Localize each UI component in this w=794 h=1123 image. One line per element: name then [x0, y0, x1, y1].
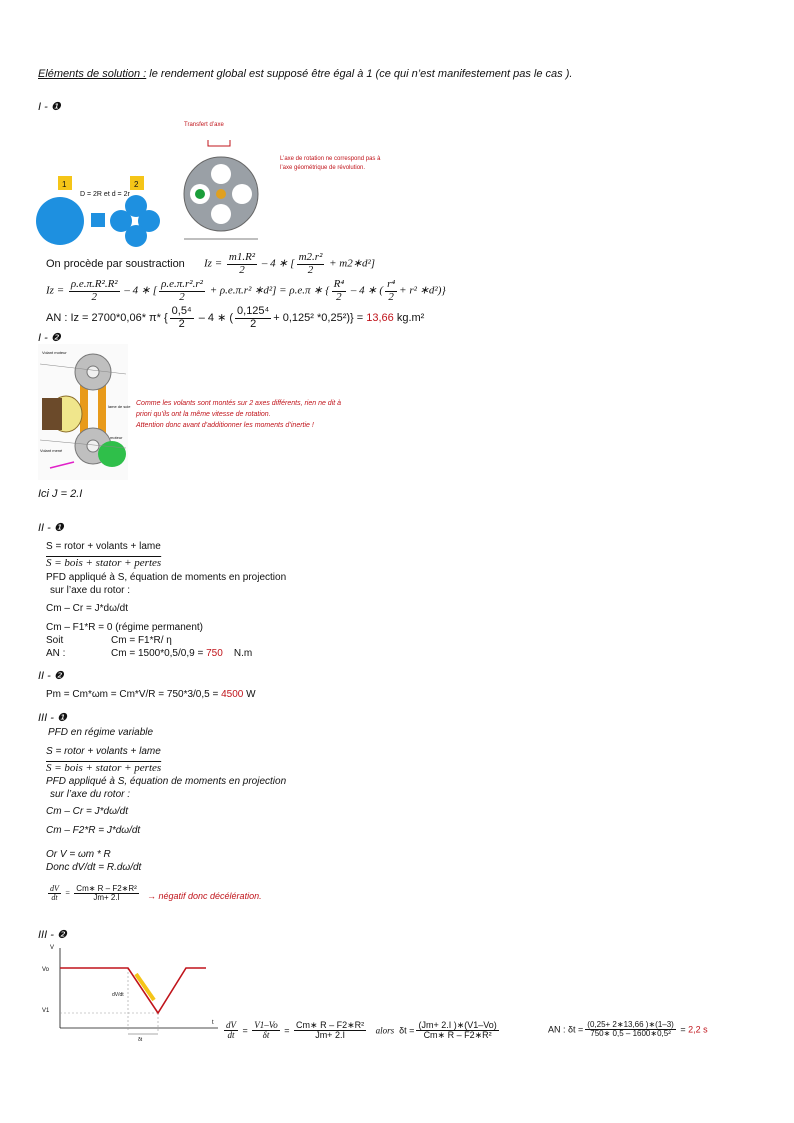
lbl-volant-mene: Volant mené	[40, 448, 63, 453]
vo-label: Vo	[42, 967, 50, 973]
section-heading-III-2: III - ❷	[38, 929, 67, 941]
square-shape	[91, 213, 105, 227]
axe-note	[280, 156, 381, 171]
iii1-l8: Or V = ωm * R	[46, 849, 111, 860]
iii1-l3: S = bois + stator + pertes	[46, 762, 162, 774]
f4-den: 750∗ 0,5 – 1600∗0,5²	[590, 1029, 671, 1039]
f4-num: (0,25+ 2∗13,66 )∗(1–3)	[587, 1020, 674, 1029]
lbl-volant-moteur: Volant moteur	[42, 350, 67, 355]
label-2: 2	[134, 180, 139, 189]
iii1-l5: sur l’axe du rotor :	[50, 789, 131, 800]
flywheel-bottom-hub	[87, 440, 99, 452]
iii2-an-line	[548, 1021, 708, 1039]
i2-note-3: Attention donc avant d’additionner les moments d’inertie !	[136, 422, 314, 429]
flywheel-top-hub	[87, 366, 99, 378]
iii1-l7: Cm – F2*R = J*dω/dt	[46, 825, 141, 836]
iii1-frac-num: Cm∗ R – F2∗R²	[76, 884, 137, 893]
ii1-an-unit: N.m	[233, 648, 253, 659]
axe-note-text: L’axe de rotation ne correspond pas à	[280, 156, 381, 162]
f2-num: Cm∗ R – F2∗R²	[296, 1020, 365, 1030]
section-heading-III-1: III - ❶	[38, 712, 67, 724]
procede-text: On procède par soustraction	[46, 258, 185, 270]
iii1-frac-den: Jm+ 2.I	[93, 893, 120, 903]
dt-label: δt	[138, 1037, 143, 1043]
ii1-an: AN :	[46, 648, 66, 659]
f3-den: Cm∗ R – F2∗R²	[423, 1030, 492, 1041]
iii1-note: → négatif donc décélération.	[147, 891, 262, 901]
ii1-line4: sur l’axe du rotor :	[50, 585, 131, 596]
iii1-frac-line: $\frac{dV}{dt}$ = $\frac{\text{Cm∗ R – F2∗R²}}{Jm+ 2.I}$	[50, 884, 137, 903]
section-heading-II-2: II - ❷	[38, 670, 64, 682]
intro-text: le rendement global est supposé être égal à 1 (ce qui n’est manifestement pas le cas ).	[146, 68, 573, 80]
iii2-result: 2,2 s	[688, 1024, 708, 1035]
intro-label: Eléments de solution :	[38, 68, 147, 80]
iii2-eq-sign: =	[680, 1024, 686, 1035]
iii2-eq-line: $\frac{dV}{dt}$ = $\frac{V1-Vo}{\delta t}$ = $\frac{\text{Cm∗ R – F2∗R²}}{Jm+ 2.I}$ alors δt = $\frac{(Jm+ 2.I )∗(V1-Vo)}{\text{Cm∗ R – F2∗R²}}$	[226, 1020, 497, 1041]
iz-an-line: AN : Iz = 2700*0,06* π* { $\frac{\text{0,5⁴}}{2}$ – 4 ∗ ( $\frac{\text{0,125⁴}}{2}$ + 0,125² *0,25²)} = 13,66 kg.m²	[46, 305, 425, 330]
iz-formula-1: Iz = $\frac{\text{m1.R²}}{2}$ – 4 ∗ [ $\frac{\text{m2.r²}}{2}$ + m2∗d²]	[204, 251, 376, 276]
motor	[98, 441, 126, 467]
dt-eq: δt =	[399, 1025, 415, 1036]
velocity-curve	[60, 968, 206, 1013]
iii1-l2: S = rotor + volants + lame	[46, 746, 161, 757]
figure-bandsaw	[38, 344, 131, 480]
iii1-l6: Cm – Cr = J*dω/dt	[46, 806, 128, 817]
an-prefix: AN : Iz = 2700*0,06* π* {	[46, 311, 168, 324]
ii1-line1: S = rotor + volants + lame	[46, 541, 161, 552]
ii1-soit: Soit	[46, 635, 64, 646]
axis-t-label: t	[212, 1020, 214, 1026]
f3-num: (Jm+ 2.I )∗(V1–Vo)	[418, 1020, 497, 1030]
ii2-unit: W	[243, 689, 256, 700]
intro-line	[38, 68, 572, 80]
ii1-eq2: Cm – F1*R = 0 (régime permanent)	[46, 622, 204, 633]
full-disc	[36, 197, 84, 245]
iii1-l4: PFD appliqué à S, équation de moments en projection	[46, 776, 287, 787]
iii1-l9: Donc dV/dt = R.dω/dt	[46, 862, 142, 873]
ii2-line	[46, 689, 256, 700]
ici-j: Ici J = 2.I	[38, 488, 83, 500]
v1-label: V1	[42, 1008, 50, 1014]
f1-den: δt	[262, 1030, 270, 1041]
transfert-label: Transfert d’axe	[184, 122, 224, 128]
alors-text: alors	[375, 1025, 395, 1036]
label-1: 1	[62, 180, 67, 189]
ii1-line3: PFD appliqué à S, équation de moments en projection	[46, 572, 287, 583]
lbl-scie: lame de scie	[108, 404, 131, 409]
figure-flywheel-subtraction	[36, 112, 436, 252]
ii1-soit-eq: Cm = F1*R/ η	[111, 635, 172, 646]
section-heading-II-1: II - ❶	[38, 522, 64, 534]
ii2-val: 4500	[221, 689, 244, 700]
an-mid: + 0,125² *0,25²)} =	[273, 311, 367, 324]
dims-text: D = 2R et d = 2r	[80, 191, 130, 198]
i2-note	[136, 398, 341, 431]
ii1-an-eq: Cm = 1500*0,5/0,9 =	[111, 648, 207, 659]
ii2-eq: Pm = Cm*ωm = Cm*V/R = 750*3/0,5 =	[46, 689, 222, 700]
axe-note-text-2: l’axe géométrique de révolution.	[280, 165, 366, 171]
i2-note-2: priori qu’ils ont la même vitesse de rotation.	[136, 411, 271, 418]
an-unit: kg.m²	[393, 311, 425, 324]
ii1-an-line	[111, 648, 252, 659]
iii2-an: AN : δt =	[548, 1024, 584, 1035]
ii1-eq1: Cm – Cr = J*dω/dt	[46, 603, 128, 614]
an-frac-2: $\frac{\text{0,125⁴}}{2}$	[237, 305, 270, 330]
ii1-line2: S = bois + stator + pertes	[46, 557, 162, 569]
iz-formula-2: Iz = $\frac{\text{ρ.e.π.R².R²}}{2}$ – 4 ∗ [ $\frac{\text{ρ.e.π.r².r²}}{2}$ + ρ.e.π.r² ∗d²] = ρ.e.π ∗ { $\frac{\text{R⁴}}{2}$ – 4 ∗ ( $\frac{\text{r⁴}}{2}$ + r² ∗d²)}	[46, 278, 446, 303]
an-frac-1: $\frac{\text{0,5⁴}}{2}$	[171, 305, 192, 330]
iii1-l1: PFD en régime variable	[48, 727, 154, 738]
f1-num: V1–Vo	[254, 1020, 278, 1030]
lbl-moteur: moteur	[110, 435, 123, 440]
hole-right	[232, 184, 252, 204]
section-heading-I-1: I - ❶	[38, 101, 61, 113]
axis-v-label: V	[50, 945, 55, 951]
an-result: 13,66	[366, 311, 394, 324]
rotation-axis-dot	[195, 189, 205, 199]
slope-marker	[136, 974, 154, 1000]
hole-bottom	[211, 204, 231, 224]
hole-top	[211, 164, 231, 184]
slope-label: dV/dt	[112, 992, 124, 998]
transfert-bracket	[208, 140, 230, 146]
i2-note-1: Comme les volants sont montés sur 2 axes différents, rien ne dit à	[136, 400, 342, 407]
velocity-graph	[38, 940, 228, 1048]
section-heading-I-2: I - ❷	[38, 332, 61, 344]
geometric-center-dot	[216, 189, 226, 199]
wood-bark	[42, 398, 62, 430]
hole-disc-bottom	[125, 225, 147, 247]
f2-den: Jm+ 2.I	[315, 1030, 345, 1041]
ii1-an-val: 750	[206, 648, 223, 659]
